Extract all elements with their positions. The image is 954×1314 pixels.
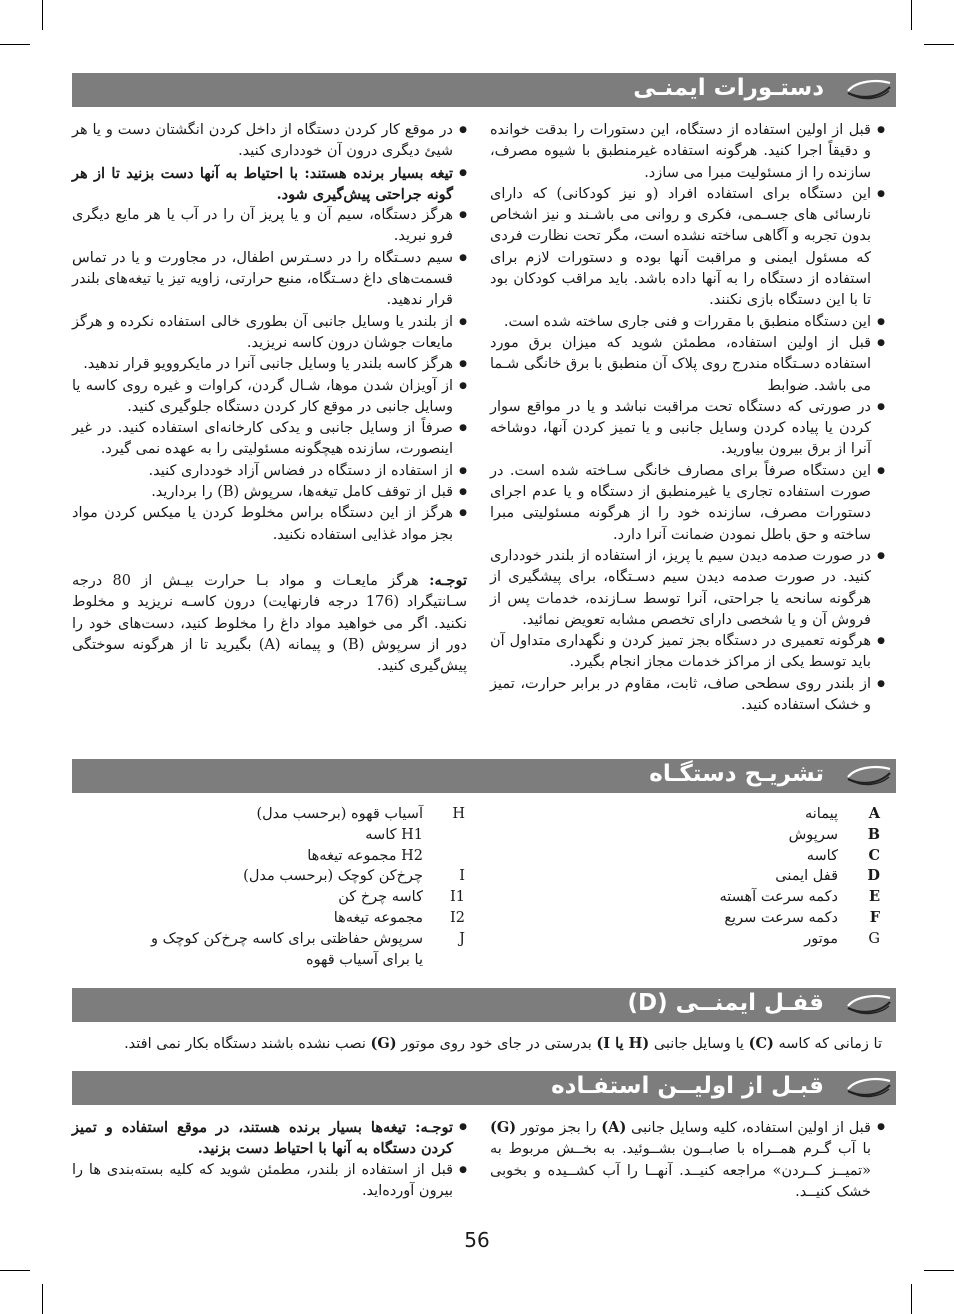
section-title: تشریـح دستگـاه bbox=[649, 761, 824, 787]
list-item bbox=[590, 846, 880, 867]
first-use-text-1: قبل از اولین استفاده، کلیه وسایل جانبی bbox=[626, 1120, 871, 1136]
part-code: E bbox=[868, 888, 880, 906]
list-item: ● در صورتی که دستگاه تحت مراقبت نباشد و یا در مواقع سوار کردن یا پیاده کردن وسایل جانبی و یا تمیز کردن آنها، دوشاخه آنرا از برق بیرون بیاورید. bbox=[490, 397, 885, 461]
list-item bbox=[140, 929, 465, 971]
section-header-description bbox=[72, 759, 896, 793]
list-item: ● سیم دسـتگاه را در دسـترس اطفال، در مجاورت و یا در تماس قسمت‌های داغ دسـتگاه، منبع حرارتی، زاویه تیز یا تیغه‌های بلندر قرار ندهید. bbox=[72, 248, 467, 312]
part-code bbox=[423, 825, 465, 846]
list-item: ● هرگز کاسه بلندر یا وسایل جانبی آنرا در مایکروویو قرار ندهید. bbox=[72, 354, 467, 375]
list-item: ● از بلندر روی سطحی صاف، ثابت، مقاوم در برابر حرارت، تمیز و خشک استفاده کنید. bbox=[490, 674, 885, 717]
part-label: چرخ‌کن کوچک (برحسب مدل) bbox=[243, 868, 423, 885]
section-header-safety bbox=[72, 73, 896, 107]
list-item: ● از بلندر یا وسایل جانبی آن بطوری خالی استفاده نکرده و هرگز مایعات جوشان درون کاسه نریزید. bbox=[72, 312, 467, 355]
part-code: J bbox=[459, 930, 465, 947]
part-code: I bbox=[459, 868, 465, 885]
safety-right-column bbox=[490, 120, 885, 716]
safety-note bbox=[72, 570, 467, 677]
section-header-first-use bbox=[72, 1071, 896, 1105]
list-item bbox=[140, 825, 465, 846]
lock-bold-3: (G) bbox=[370, 1035, 397, 1052]
crop-mark bbox=[42, 0, 43, 30]
crop-mark bbox=[911, 0, 912, 30]
list-item: ● در صورت صدمه دیدن سیم یا پریز، از استفاده از بلندر خودداری کنید. در صورت صدمه دیدن سیم دسـتگاه، برای پیشگیری از هرگونه سانحه یا جراحتی، آنرا توسط سـازنده، خدمات پس از فروش آن و یا شخصی دارای تخصص مشابه تعویض نمائید. bbox=[490, 546, 885, 631]
part-label: مجموعه تیغه‌ها bbox=[333, 909, 423, 926]
note-text: هرگز مایعـات و مواد بـا حرارت بیـش از 80 درجه سـانتیگراد (176 درجه فارنهایت) درون کاسـه نریزید و مخلوط نکنید. اگر می خواهید مواد داغ را مخلوط کنید، دست‌های خود را دور از سرپوش (B) و پیمانه (A) بگیرید تا از هرگونه سوختگی پیش‌گیری کنید. bbox=[72, 572, 467, 675]
list-item: ● قبل از استفاده از بلندر، مطمئن شوید که کلیه بسته‌بندی ها را بیرون آورده‌اید. bbox=[72, 1160, 467, 1203]
first-use-right-column bbox=[490, 1117, 885, 1203]
crop-mark bbox=[911, 1284, 912, 1314]
list-item bbox=[590, 887, 880, 908]
first-use-bold-1: (A) bbox=[601, 1119, 627, 1136]
list-item: ● هرگز دستگاه، سیم آن و یا پریز آن را در آب یا هر مایع دیگری فرو نبرید. bbox=[72, 205, 467, 248]
list-item bbox=[590, 929, 880, 950]
crop-mark bbox=[924, 44, 954, 45]
list-item: ● این دستگاه منطبق با مقررات و فنی جاری ساخته شده است. bbox=[490, 312, 885, 333]
safety-left-column bbox=[72, 120, 467, 677]
part-code: I2 bbox=[450, 909, 465, 926]
part-label: آسیاب قهوه (برحسب مدل) bbox=[256, 806, 423, 822]
list-item: ● هرگونه تعمیری در دستگاه بجز تمیز کردن و نگهداری متداول آن باید توسط یکی از مراکز خدمات مجاز انجام بگیرد. bbox=[490, 631, 885, 674]
lock-text-2: یا وسایل جانبی bbox=[649, 1036, 749, 1052]
list-item: ● این دستگاه صرفاً برای مصارف خانگی سـاخته شده است. در صورت استفاده تجاری یا غیرمنطبق از دستگاه و یا عدم اجرای دستورات مصرف، سازنده خود را از هرگونه مسئولیتی مبرا ساخته و حق باطل نمودن ضمانت آنرا دارد. bbox=[490, 461, 885, 546]
section-title: دستـورات ایمنـی bbox=[633, 75, 824, 101]
part-code: A bbox=[868, 805, 880, 822]
part-code: B bbox=[867, 825, 880, 843]
lock-text bbox=[72, 1033, 882, 1055]
part-label: کاسه bbox=[806, 847, 838, 864]
crop-mark bbox=[924, 1270, 954, 1271]
list-item bbox=[590, 908, 880, 929]
swoosh-icon bbox=[846, 1075, 892, 1101]
part-label: H2 مجموعه تیغه‌ها bbox=[307, 847, 423, 864]
list-item: ● در موقع کار کردن دستگاه از داخل کردن انگشتان دست و یا هر شیئ دیگری درون آن خودداری کنید. bbox=[72, 120, 467, 163]
list-item: ● قبل از اولین استفاده، مطمئن شوید که میزان برق مورد استفاده دسـتگاه مندرج روی پلاک آن منطبق با برق خانگی شـما می باشد. ضوابط bbox=[490, 333, 885, 397]
part-label: دکمه سرعت سریع bbox=[724, 909, 838, 926]
section-header-lock bbox=[72, 988, 896, 1022]
parts-right-list bbox=[590, 804, 880, 950]
part-label: قفل ایمنی bbox=[775, 868, 838, 885]
lock-text-1: تا زمانی که کاسه bbox=[773, 1036, 882, 1052]
first-use-bold-2: (G) bbox=[490, 1119, 517, 1136]
lock-text-4: نصب نشده باشند دستگاه بکار نمی افتد. bbox=[124, 1036, 371, 1052]
first-use-text-3: با آب گـرم همــراه با صابــون بشــوئید. به بخــش مربوط به «تمیــز کــردن» مراجعه کنیــد. آنهــا را آب کشــیده و بخوبی خشک کنیــد. bbox=[490, 1141, 871, 1200]
list-item: ● توجـه: تیغه‌ها بسیار برنده هستند، در موقع استفاده و تمیز کردن دستگاه به آنها با احتیاط دست بزنید. bbox=[72, 1117, 467, 1160]
list-item: ● این دستگاه برای استفاده افراد (و نیز کودکانی) که دارای نارسائی های جسـمی، فکری و روانی می باشـند و نیز اشخاص بدون تجربه و آگاهی ساخته نشده است، مگر تحت نظارت فردی که مسئول ایمنی و مراقبت آنها بوده و دستورات لازم برای استفاده از دستگاه را به آنها داده باشد. باید مراقب کودکان بود تا با این دستگاه بازی نکنند. bbox=[490, 184, 885, 312]
list-item bbox=[590, 804, 880, 825]
page-number: 56 bbox=[464, 1228, 490, 1252]
list-item bbox=[140, 887, 465, 908]
first-use-left-column bbox=[72, 1117, 467, 1202]
part-label: سرپوش bbox=[788, 826, 838, 843]
list-item: ● قبل از توقف کامل تیغه‌ها، سرپوش (B) را بردارید. bbox=[72, 482, 467, 503]
part-code: H bbox=[452, 806, 465, 822]
part-label: کاسه چرخ کن bbox=[338, 889, 423, 906]
part-code: I1 bbox=[450, 889, 465, 906]
first-use-text-2: را بجز موتور bbox=[516, 1120, 602, 1136]
part-label: پیمانه bbox=[804, 806, 838, 822]
list-item bbox=[490, 1117, 885, 1203]
swoosh-icon bbox=[846, 77, 892, 103]
list-item bbox=[140, 846, 465, 867]
crop-mark bbox=[0, 1270, 30, 1271]
part-label: دکمه سرعت آهسته bbox=[719, 889, 838, 906]
list-item: ● هرگز از این دستگاه براس مخلوط کردن یا میکس کردن مواد بجز مواد غذایی استفاده نکنید. bbox=[72, 503, 467, 546]
list-item bbox=[140, 804, 465, 825]
lock-bold-2: (H یا I) bbox=[596, 1035, 650, 1052]
part-label: H1 کاسه bbox=[365, 826, 423, 843]
section-title: قبـل از اولیــن استفـاده bbox=[551, 1073, 824, 1099]
list-item: ● از استفاده از دستگاه در فضاس آزاد خودداری کنید. bbox=[72, 461, 467, 482]
part-code: F bbox=[869, 908, 880, 926]
swoosh-icon bbox=[846, 992, 892, 1018]
part-code: D bbox=[867, 867, 880, 885]
part-label: موتور bbox=[804, 930, 838, 947]
list-item: ● صرفاً از وسایل جانبی و یدکی کارخانه‌ای استفاده کنید. در غیر اینصورت، سازنده هیچگونه مسئولیتی را به عهده نمی گیرد. bbox=[72, 418, 467, 461]
part-code bbox=[423, 846, 465, 867]
crop-mark bbox=[0, 44, 30, 45]
list-item bbox=[590, 825, 880, 846]
crop-mark bbox=[42, 1284, 43, 1314]
list-item: ● از آویزان شدن موها، شـال گردن، کراوات و غیره روی کاسه یا وسایل جانبی در موقع کار کردن دستگاه جلوگیری کنید. bbox=[72, 376, 467, 419]
note-label: توجـه: bbox=[429, 571, 467, 589]
part-code: G bbox=[868, 930, 880, 947]
parts-left-list bbox=[140, 804, 465, 970]
swoosh-icon bbox=[846, 763, 892, 789]
list-item bbox=[590, 866, 880, 887]
lock-bold-1: (C) bbox=[748, 1035, 774, 1052]
list-item bbox=[140, 908, 465, 929]
section-title: قفـل ایمنــی (D) bbox=[627, 990, 824, 1016]
list-item: ● تیغه بسیار برنده هستند: با احتیاط به آنها دست بزنید تا از هر گونه جراحتی پیش‌گیری شود. bbox=[72, 163, 467, 206]
list-item bbox=[140, 866, 465, 887]
part-label: سرپوش حفاظتی برای کاسه چرخ‌کن کوچک و یا برای آسیاب قهوه bbox=[150, 930, 423, 968]
lock-text-3: بدرستی در جای خود روی موتور bbox=[396, 1036, 597, 1052]
part-code: C bbox=[868, 846, 880, 864]
list-item: ● قبل از اولین استفاده از دستگاه، این دستورات را بدقت خوانده و دقیقاً اجرا کنید. هرگونه استفاده غیرمنطبق با شیوه مصرف، سازنده را از مسئولیت مبرا می سازد. bbox=[490, 120, 885, 184]
